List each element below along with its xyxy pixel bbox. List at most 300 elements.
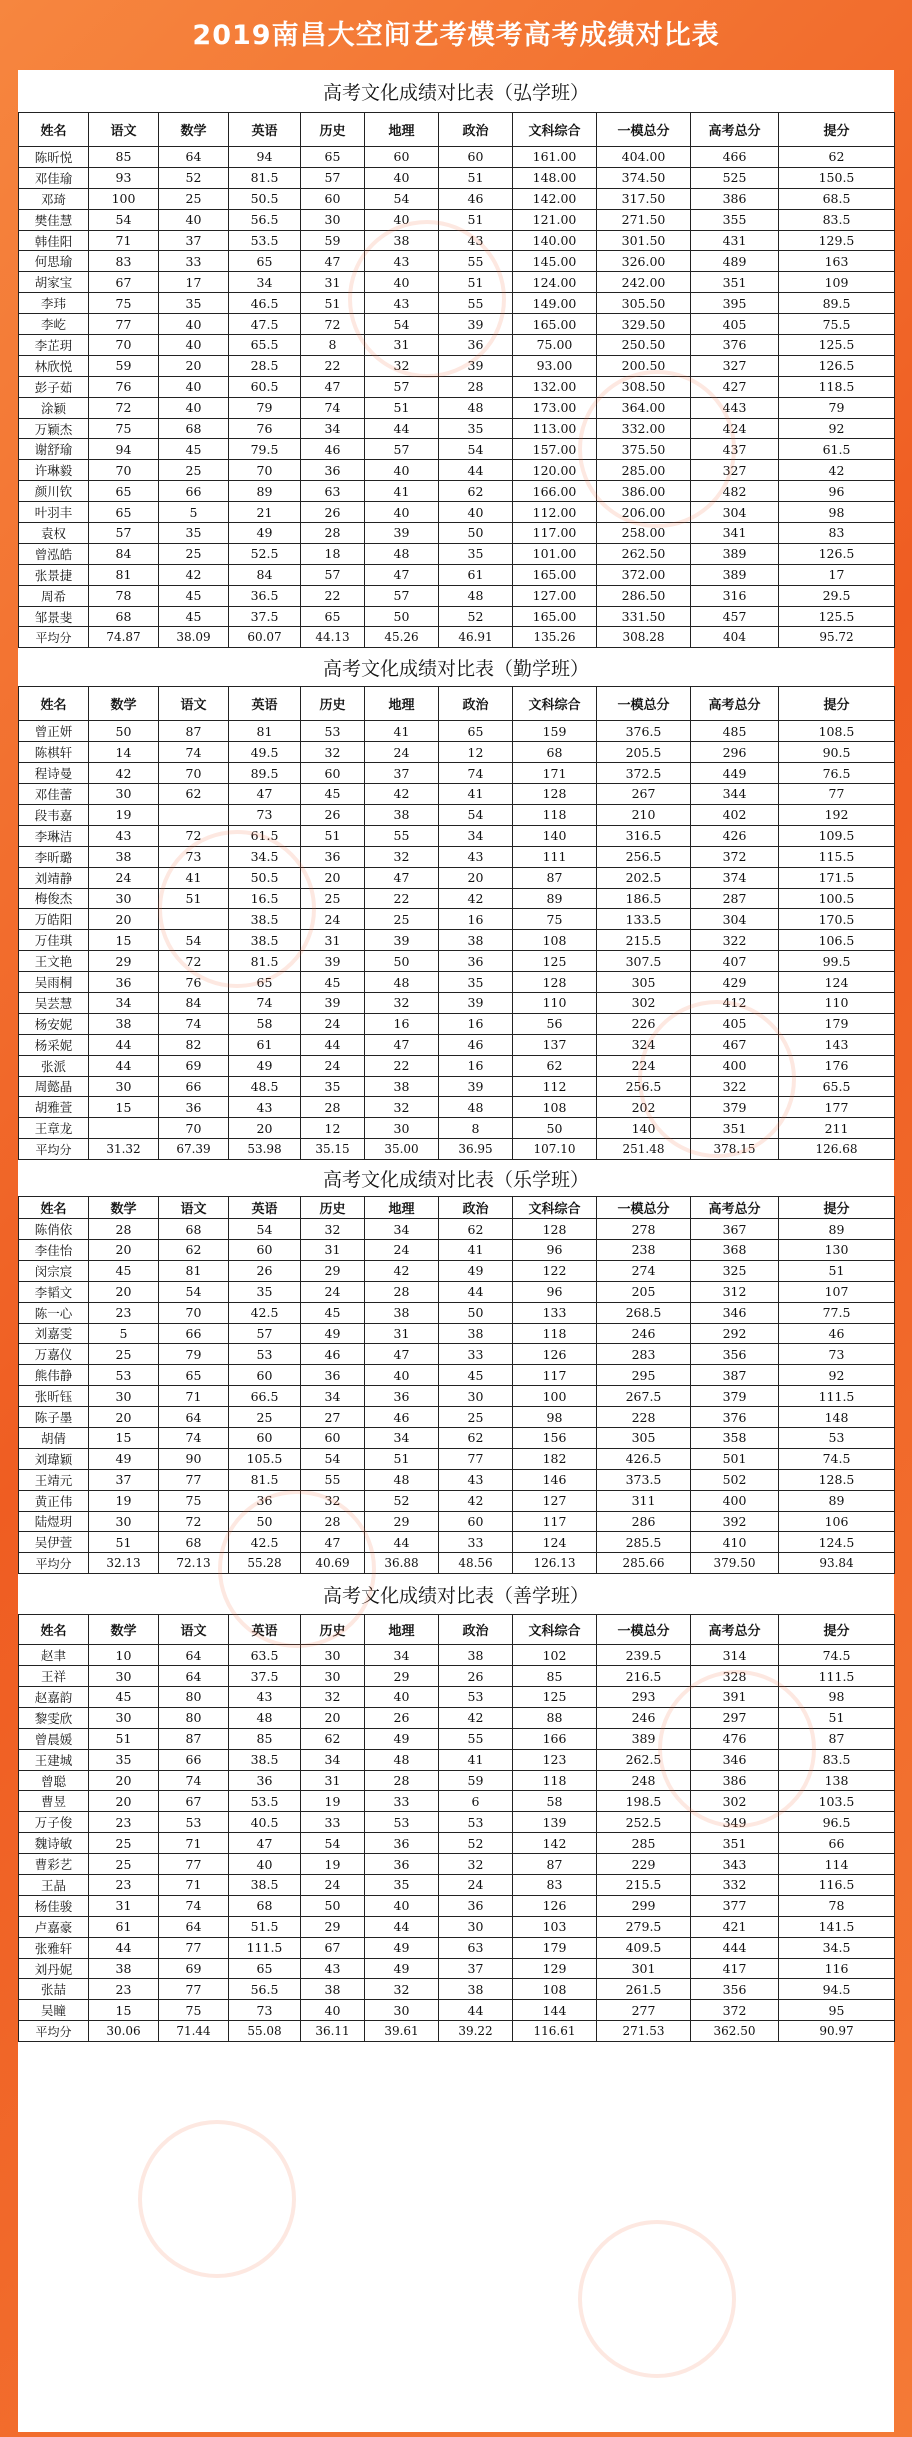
score-cell: 16 <box>365 1013 439 1034</box>
score-cell: 111.5 <box>229 1937 301 1958</box>
score-cell: 355 <box>691 209 779 230</box>
score-cell: 118 <box>513 1323 597 1344</box>
column-header: 地理 <box>365 1197 439 1219</box>
score-cell: 108 <box>513 1097 597 1118</box>
score-cell: 17 <box>159 272 229 293</box>
score-cell: 39 <box>439 355 513 376</box>
table-row <box>19 585 895 606</box>
score-cell: 304 <box>691 502 779 523</box>
score-cell: 30 <box>301 209 365 230</box>
score-cell: 426 <box>691 825 779 846</box>
score-cell: 404 <box>691 627 779 648</box>
score-cell: 116 <box>779 1958 895 1979</box>
score-cell: 64 <box>159 1407 229 1428</box>
average-row <box>19 627 895 648</box>
score-cell: 89 <box>513 888 597 909</box>
student-name: 王祥 <box>19 1666 89 1687</box>
column-header: 数学 <box>89 1615 159 1645</box>
score-cell: 12 <box>301 1118 365 1139</box>
score-cell: 49 <box>229 1055 301 1076</box>
score-cell: 45 <box>301 784 365 805</box>
score-cell: 67 <box>89 272 159 293</box>
score-cell: 93.84 <box>779 1553 895 1574</box>
score-cell: 156 <box>513 1427 597 1448</box>
score-cell: 308.50 <box>597 376 691 397</box>
score-cell: 149.00 <box>513 293 597 314</box>
student-name: 李琳洁 <box>19 825 89 846</box>
student-name: 李玮 <box>19 293 89 314</box>
score-sheet <box>18 70 894 2432</box>
score-cell: 81.5 <box>229 1469 301 1490</box>
score-cell: 30 <box>89 1707 159 1728</box>
score-cell: 482 <box>691 481 779 502</box>
score-cell: 42.5 <box>229 1302 301 1323</box>
score-cell: 57 <box>229 1323 301 1344</box>
student-name: 梅俊杰 <box>19 888 89 909</box>
score-cell: 139 <box>513 1812 597 1833</box>
score-cell: 135.26 <box>513 627 597 648</box>
header-row <box>19 687 895 721</box>
score-cell: 6 <box>439 1791 513 1812</box>
score-cell: 103 <box>513 1916 597 1937</box>
score-cell: 54 <box>159 930 229 951</box>
score-cell: 53 <box>365 1812 439 1833</box>
score-cell: 501 <box>691 1448 779 1469</box>
score-cell: 118 <box>513 804 597 825</box>
student-name: 曾正妍 <box>19 721 89 742</box>
score-cell: 302 <box>597 992 691 1013</box>
score-cell: 262.50 <box>597 543 691 564</box>
score-cell: 37.5 <box>229 606 301 627</box>
column-header: 文科综合 <box>513 687 597 721</box>
score-cell: 20 <box>89 909 159 930</box>
score-cell: 109.5 <box>779 825 895 846</box>
score-cell: 35 <box>89 1749 159 1770</box>
student-name: 涂颖 <box>19 397 89 418</box>
score-cell: 417 <box>691 1958 779 1979</box>
score-cell: 314 <box>691 1645 779 1666</box>
score-cell: 171 <box>513 763 597 784</box>
score-cell: 45 <box>301 1302 365 1323</box>
score-cell: 140.00 <box>513 230 597 251</box>
score-cell: 46 <box>365 1407 439 1428</box>
score-cell: 47 <box>365 1034 439 1055</box>
student-name: 陈一心 <box>19 1302 89 1323</box>
score-cell: 157.00 <box>513 439 597 460</box>
score-cell: 36 <box>439 335 513 356</box>
score-cell: 83 <box>779 523 895 544</box>
score-cell: 30 <box>439 1916 513 1937</box>
score-cell: 38 <box>365 1076 439 1097</box>
score-cell: 94 <box>89 439 159 460</box>
score-cell: 35 <box>439 543 513 564</box>
score-cell: 386.00 <box>597 481 691 502</box>
score-cell: 378.15 <box>691 1139 779 1160</box>
score-cell: 54 <box>439 439 513 460</box>
score-cell: 109 <box>779 272 895 293</box>
score-cell: 79 <box>159 1344 229 1365</box>
score-cell: 121.00 <box>513 209 597 230</box>
score-cell: 127 <box>513 1490 597 1511</box>
score-cell: 23 <box>89 1979 159 2000</box>
score-cell: 30 <box>89 1511 159 1532</box>
score-cell: 38.5 <box>229 1749 301 1770</box>
score-cell: 75 <box>159 2000 229 2021</box>
student-name: 万子俊 <box>19 1812 89 1833</box>
score-cell: 52 <box>439 1833 513 1854</box>
score-cell: 457 <box>691 606 779 627</box>
score-cell: 70 <box>159 763 229 784</box>
score-cell: 65 <box>301 147 365 168</box>
score-cell: 30 <box>439 1386 513 1407</box>
score-cell: 22 <box>365 1055 439 1076</box>
score-cell: 36 <box>229 1770 301 1791</box>
score-cell: 286 <box>597 1511 691 1532</box>
score-cell: 41 <box>365 481 439 502</box>
score-cell: 19 <box>301 1854 365 1875</box>
score-cell: 60 <box>229 1365 301 1386</box>
score-cell: 15 <box>89 2000 159 2021</box>
score-cell: 107.10 <box>513 1139 597 1160</box>
score-cell: 85 <box>229 1728 301 1749</box>
score-cell: 16 <box>439 909 513 930</box>
score-cell: 133 <box>513 1302 597 1323</box>
score-cell: 43 <box>365 293 439 314</box>
score-cell: 228 <box>597 1407 691 1428</box>
score-cell: 44 <box>439 2000 513 2021</box>
section-title: 高考文化成绩对比表（善学班） <box>322 1584 589 1607</box>
score-cell: 47 <box>229 1833 301 1854</box>
student-name: 万皓阳 <box>19 909 89 930</box>
score-cell: 83 <box>89 251 159 272</box>
student-name: 王章龙 <box>19 1118 89 1139</box>
score-cell: 63.5 <box>229 1645 301 1666</box>
score-cell: 242.00 <box>597 272 691 293</box>
student-name: 周懿晶 <box>19 1076 89 1097</box>
student-name: 李韬文 <box>19 1281 89 1302</box>
score-cell: 374.50 <box>597 167 691 188</box>
score-cell: 202.5 <box>597 867 691 888</box>
score-cell: 421 <box>691 1916 779 1937</box>
score-cell: 40 <box>159 376 229 397</box>
section-title: 高考文化成绩对比表（弘学班） <box>322 81 589 104</box>
score-cell: 32 <box>365 355 439 376</box>
score-cell: 426.5 <box>597 1448 691 1469</box>
table-row <box>19 742 895 763</box>
score-cell: 95 <box>779 2000 895 2021</box>
score-cell: 279.5 <box>597 1916 691 1937</box>
score-cell: 112.00 <box>513 502 597 523</box>
score-cell: 305.50 <box>597 293 691 314</box>
column-header: 姓名 <box>19 1615 89 1645</box>
score-cell: 47 <box>365 867 439 888</box>
score-cell: 94.5 <box>779 1979 895 2000</box>
column-header: 一模总分 <box>597 1615 691 1645</box>
score-cell: 49 <box>229 523 301 544</box>
score-cell: 60.5 <box>229 376 301 397</box>
score-cell: 28 <box>301 1097 365 1118</box>
student-name: 何思瑜 <box>19 251 89 272</box>
score-cell: 31 <box>365 335 439 356</box>
score-cell: 165.00 <box>513 564 597 585</box>
score-cell: 344 <box>691 784 779 805</box>
score-cell: 40 <box>365 1895 439 1916</box>
score-table <box>18 112 895 648</box>
table-row <box>19 1055 895 1076</box>
score-cell: 96.5 <box>779 1812 895 1833</box>
score-cell: 53 <box>159 1812 229 1833</box>
student-name: 胡雅萱 <box>19 1097 89 1118</box>
table-row <box>19 972 895 993</box>
score-cell: 412 <box>691 992 779 1013</box>
score-cell: 54 <box>89 209 159 230</box>
average-row <box>19 1553 895 1574</box>
score-cell: 39 <box>365 930 439 951</box>
score-cell: 341 <box>691 523 779 544</box>
table-row <box>19 721 895 742</box>
score-cell: 200.50 <box>597 355 691 376</box>
column-header: 历史 <box>301 1615 365 1645</box>
student-name: 熊伟静 <box>19 1365 89 1386</box>
score-cell: 106.5 <box>779 930 895 951</box>
score-cell: 90.5 <box>779 742 895 763</box>
score-cell: 77 <box>159 1937 229 1958</box>
score-cell: 322 <box>691 1076 779 1097</box>
table-row <box>19 1386 895 1407</box>
score-cell: 59 <box>439 1770 513 1791</box>
score-cell: 66 <box>159 1323 229 1344</box>
score-cell: 32 <box>301 1490 365 1511</box>
score-cell: 163 <box>779 251 895 272</box>
score-cell: 124 <box>779 972 895 993</box>
table-row <box>19 1344 895 1365</box>
score-cell: 32 <box>365 1979 439 2000</box>
column-header: 政治 <box>439 687 513 721</box>
score-cell: 133.5 <box>597 909 691 930</box>
score-cell: 287 <box>691 888 779 909</box>
score-cell: 75.00 <box>513 335 597 356</box>
score-cell: 79 <box>229 397 301 418</box>
score-cell: 89 <box>229 481 301 502</box>
score-cell: 74.87 <box>89 627 159 648</box>
score-cell: 30 <box>89 1386 159 1407</box>
score-cell: 30 <box>89 888 159 909</box>
score-cell: 29 <box>301 1916 365 1937</box>
table-row <box>19 1958 895 1979</box>
score-cell: 386 <box>691 188 779 209</box>
table-row <box>19 867 895 888</box>
score-cell: 374 <box>691 867 779 888</box>
score-cell: 24 <box>439 1875 513 1896</box>
score-cell: 30 <box>365 2000 439 2021</box>
table-row <box>19 397 895 418</box>
score-cell: 34 <box>365 1219 439 1240</box>
score-cell: 70 <box>159 1118 229 1139</box>
score-cell: 102 <box>513 1645 597 1666</box>
score-cell: 54 <box>301 1448 365 1469</box>
score-cell: 96 <box>779 481 895 502</box>
score-cell: 404.00 <box>597 147 691 168</box>
student-name: 卢嘉豪 <box>19 1916 89 1937</box>
score-cell: 48 <box>439 585 513 606</box>
score-cell: 115.5 <box>779 846 895 867</box>
table-row <box>19 376 895 397</box>
score-cell: 62 <box>513 1055 597 1076</box>
score-cell: 431 <box>691 230 779 251</box>
score-cell: 65 <box>89 502 159 523</box>
score-cell: 144 <box>513 2000 597 2021</box>
score-cell: 60 <box>229 1427 301 1448</box>
score-cell: 38.5 <box>229 909 301 930</box>
score-cell: 125.5 <box>779 606 895 627</box>
score-cell: 57 <box>365 439 439 460</box>
score-cell: 179 <box>779 1013 895 1034</box>
column-header: 历史 <box>301 113 365 147</box>
score-cell: 128.5 <box>779 1469 895 1490</box>
score-cell: 301 <box>597 1958 691 1979</box>
score-cell: 42 <box>159 564 229 585</box>
score-cell: 53 <box>439 1812 513 1833</box>
score-cell: 66 <box>159 1076 229 1097</box>
watermark-seal <box>138 2120 296 2278</box>
score-cell: 35 <box>365 1875 439 1896</box>
student-name: 周希 <box>19 585 89 606</box>
score-cell: 39 <box>439 314 513 335</box>
score-cell: 38 <box>89 1958 159 1979</box>
score-cell: 89.5 <box>229 763 301 784</box>
score-cell: 51 <box>439 209 513 230</box>
score-cell: 40 <box>365 272 439 293</box>
score-cell: 36 <box>365 1854 439 1875</box>
table-row <box>19 1666 895 1687</box>
score-cell: 60 <box>301 188 365 209</box>
score-cell: 26 <box>301 502 365 523</box>
score-cell: 72 <box>159 1511 229 1532</box>
column-header: 数学 <box>89 1197 159 1219</box>
score-cell: 64 <box>159 147 229 168</box>
score-cell: 449 <box>691 763 779 784</box>
score-cell: 59 <box>301 230 365 251</box>
table-row <box>19 1076 895 1097</box>
table-row <box>19 230 895 251</box>
table-row <box>19 188 895 209</box>
score-cell: 65.5 <box>779 1076 895 1097</box>
score-cell: 379 <box>691 1386 779 1407</box>
column-header: 英语 <box>229 113 301 147</box>
score-cell: 49 <box>365 1728 439 1749</box>
score-cell: 33 <box>439 1532 513 1553</box>
score-cell: 44 <box>365 1532 439 1553</box>
score-cell: 28 <box>365 1770 439 1791</box>
score-cell: 8 <box>439 1118 513 1139</box>
score-cell: 110 <box>513 992 597 1013</box>
score-cell: 71 <box>159 1875 229 1896</box>
score-cell: 74 <box>159 1013 229 1034</box>
score-cell: 485 <box>691 721 779 742</box>
score-cell: 74 <box>159 742 229 763</box>
score-cell: 326.00 <box>597 251 691 272</box>
student-name: 陈棋轩 <box>19 742 89 763</box>
score-cell: 43 <box>439 1469 513 1490</box>
column-header: 地理 <box>365 1615 439 1645</box>
average-label: 平均分 <box>19 1553 89 1574</box>
score-cell: 68 <box>229 1895 301 1916</box>
score-cell: 25 <box>229 1407 301 1428</box>
score-cell: 34 <box>365 1427 439 1448</box>
score-cell: 142 <box>513 1833 597 1854</box>
score-cell: 38 <box>89 846 159 867</box>
score-cell: 37 <box>439 1958 513 1979</box>
score-cell: 47 <box>229 784 301 805</box>
score-cell: 19 <box>89 804 159 825</box>
score-cell: 103.5 <box>779 1791 895 1812</box>
score-cell: 53.5 <box>229 1791 301 1812</box>
score-cell: 62 <box>439 481 513 502</box>
score-cell: 120.00 <box>513 460 597 481</box>
header-row <box>19 1197 895 1219</box>
score-cell: 44 <box>439 1281 513 1302</box>
score-cell: 45 <box>159 585 229 606</box>
score-cell: 90.97 <box>779 2021 895 2042</box>
score-cell: 39 <box>439 1076 513 1097</box>
score-cell: 98 <box>513 1407 597 1428</box>
table-row <box>19 909 895 930</box>
student-name: 刘嘉雯 <box>19 1323 89 1344</box>
score-cell: 38.5 <box>229 930 301 951</box>
score-cell: 47 <box>301 251 365 272</box>
score-cell: 77 <box>439 1448 513 1469</box>
score-cell: 67 <box>301 1937 365 1958</box>
score-cell: 351 <box>691 272 779 293</box>
score-cell: 15 <box>89 1427 159 1448</box>
score-cell: 71.44 <box>159 2021 229 2042</box>
score-cell: 40 <box>365 1365 439 1386</box>
score-cell: 32 <box>301 1687 365 1708</box>
score-cell: 23 <box>89 1302 159 1323</box>
score-cell: 101.00 <box>513 543 597 564</box>
score-cell: 64 <box>159 1666 229 1687</box>
table-row <box>19 1302 895 1323</box>
score-cell: 35.15 <box>301 1139 365 1160</box>
table-row <box>19 784 895 805</box>
score-cell: 87 <box>159 1728 229 1749</box>
score-cell: 114 <box>779 1854 895 1875</box>
score-cell: 286.50 <box>597 585 691 606</box>
score-cell: 46.5 <box>229 293 301 314</box>
score-cell: 372.00 <box>597 564 691 585</box>
score-cell: 60 <box>301 763 365 784</box>
column-header: 高考总分 <box>691 1197 779 1219</box>
score-cell: 35 <box>159 293 229 314</box>
score-cell: 51 <box>779 1260 895 1281</box>
score-cell: 304 <box>691 909 779 930</box>
score-cell: 37 <box>89 1469 159 1490</box>
score-cell: 51 <box>159 888 229 909</box>
score-cell: 150.5 <box>779 167 895 188</box>
score-cell: 24 <box>365 1239 439 1260</box>
score-cell: 20 <box>89 1407 159 1428</box>
score-cell: 34 <box>365 1645 439 1666</box>
watermark-seal <box>578 2220 736 2378</box>
score-cell: 349 <box>691 1812 779 1833</box>
score-cell: 64 <box>159 1645 229 1666</box>
score-cell: 35 <box>159 523 229 544</box>
score-cell: 364.00 <box>597 397 691 418</box>
score-cell: 224 <box>597 1055 691 1076</box>
student-name: 杨安妮 <box>19 1013 89 1034</box>
score-cell: 332.00 <box>597 418 691 439</box>
score-cell: 20 <box>229 1118 301 1139</box>
